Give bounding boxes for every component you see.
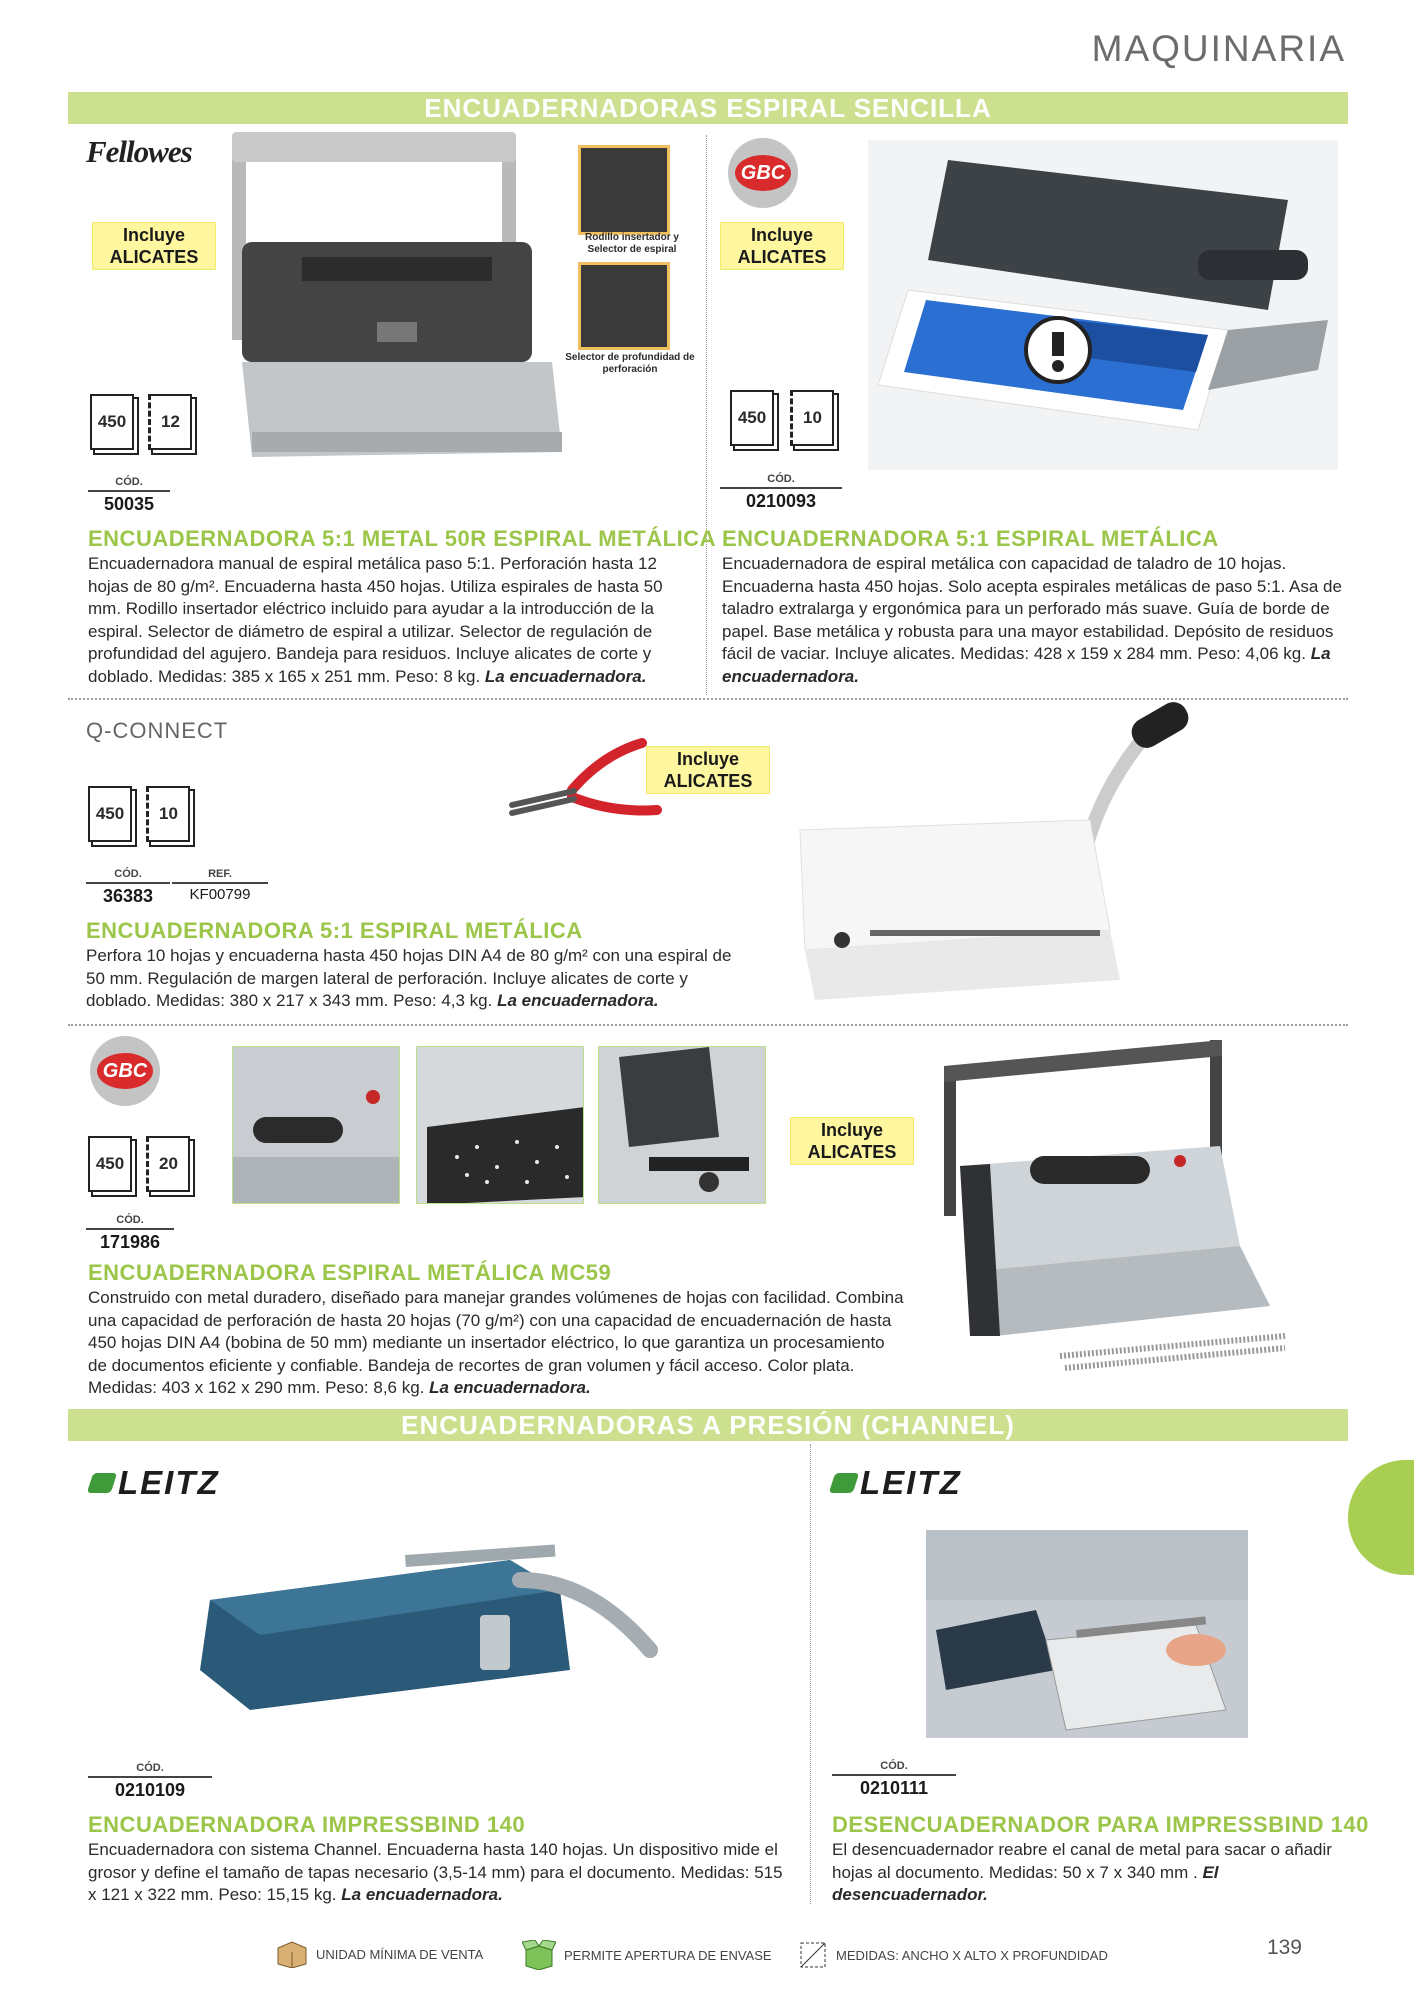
capacity-holes-icon: 10 (790, 390, 834, 446)
product-ref: KF00799 (172, 882, 268, 903)
includes-pliers-badge (720, 222, 844, 270)
code-label: CÓD. (114, 868, 142, 880)
badge-line2: ALICATES (663, 771, 753, 791)
sale-unit: La encuadernadora. (484, 666, 647, 686)
badge-line1: Incluye (820, 1120, 884, 1140)
column-divider (810, 1444, 811, 1904)
brand-logo-leitz (832, 1464, 962, 1502)
badge-line1: Incluye (122, 225, 186, 245)
description-text: Encuadernadora con sistema Channel. Encuaderna hasta 140 hojas. Un dispositivo mide el grosor y define el tamaño de tapas necesario (3,5-14 mm) para el documento. Medidas: 515 x 121 x 322 mm. Peso: 15,15 kg. (88, 1840, 783, 1904)
capacity-holes-icon: 10 (146, 786, 190, 842)
sale-unit: La encuadernadora. (341, 1885, 503, 1904)
includes-pliers-badge (790, 1117, 914, 1165)
page-number: 139 (1266, 1936, 1302, 1959)
leitz-text: LEITZ (860, 1464, 962, 1501)
description-text: Perfora 10 hojas y encuaderna hasta 450 hojas DIN A4 de 80 g/m² con una espiral de 50 mm. Regulación de margen lateral de perforación. Incluye alicates de corte y doblado. Medidas: 380 x 217 x 343 mm. Peso: 4,3 kg. (86, 946, 732, 1010)
product-code: 0210111 (832, 1774, 956, 1799)
product-code: 171986 (86, 1228, 174, 1253)
includes-pliers-badge (92, 222, 216, 270)
capacity-sheets-icon: 450 (90, 394, 134, 450)
product-title: ENCUADERNADORA IMPRESSBIND 140 (88, 1812, 526, 1837)
legend-dimensions (798, 1940, 1108, 1970)
product-title: DESENCUADERNADOR PARA IMPRESSBIND 140 (832, 1812, 1369, 1837)
gbc-text: GBC (735, 155, 791, 191)
detail-image-roller (578, 145, 670, 235)
capacity-sheets-icon: 450 (88, 1136, 132, 1192)
product-description (88, 1839, 788, 1907)
product-code-block (832, 1760, 956, 1799)
code-label: CÓD. (136, 1762, 164, 1774)
product-code: 36383 (86, 882, 170, 907)
product-description (88, 553, 688, 688)
product-code-block (86, 1214, 174, 1253)
legend-text: PERMITE APERTURA DE ENVASE (564, 1947, 772, 1963)
dimensions-icon (798, 1940, 828, 1970)
product-ref-block (172, 868, 268, 903)
column-divider (706, 135, 707, 695)
leitz-logo-icon (87, 1473, 117, 1493)
ref-label: REF. (208, 868, 232, 880)
product-image-gbc-mc59 (940, 1036, 1295, 1381)
brand-logo-fellowes: Fellowes (86, 134, 192, 169)
product-title: ENCUADERNADORA 5:1 ESPIRAL METÁLICA (86, 918, 583, 943)
product-code: 0210109 (88, 1776, 212, 1801)
detail-image-waste-tray (416, 1046, 584, 1204)
gbc-text: GBC (97, 1053, 153, 1089)
brand-logo-leitz (90, 1464, 220, 1502)
category-band-channel: ENCUADERNADORAS A PRESIÓN (CHANNEL) (68, 1409, 1348, 1441)
product-title: ENCUADERNADORA 5:1 METAL 50R ESPIRAL METÁLICA (88, 526, 716, 551)
sale-unit: La encuadernadora. (722, 644, 1331, 686)
product-code-block (88, 1762, 212, 1801)
leitz-text: LEITZ (118, 1464, 220, 1501)
open-box-icon (522, 1940, 556, 1970)
box-icon (276, 1940, 308, 1968)
badge-line2: ALICATES (807, 1142, 897, 1162)
sale-unit: La encuadernadora. (497, 991, 659, 1010)
sale-unit: El desencuadernador. (832, 1862, 1219, 1904)
code-label: CÓD. (767, 473, 795, 485)
capacity-holes-icon: 20 (146, 1136, 190, 1192)
side-tab-marker (1348, 1460, 1414, 1575)
callout-roller: Rodillo insertador y Selector de espiral (585, 232, 679, 255)
product-image-impressbind (190, 1540, 660, 1720)
product-code: 0210093 (720, 487, 842, 512)
legend-text: MEDIDAS: ANCHO X ALTO X PROFUNDIDAD (836, 1947, 1108, 1963)
product-title: ENCUADERNADORA 5:1 ESPIRAL METÁLICA (722, 526, 1219, 551)
product-image-unbinder (926, 1530, 1248, 1738)
product-code-block (86, 868, 170, 907)
code-label: CÓD. (880, 1760, 908, 1772)
detail-image-insert-roller (232, 1046, 400, 1204)
product-code-block (88, 476, 170, 515)
detail-image-depth-selector (578, 262, 670, 350)
product-image-gbc-binder (868, 140, 1338, 470)
product-code: 50035 (88, 490, 170, 515)
description-text: Encuadernadora de espiral metálica con capacidad de taladro de 10 hojas. Encuaderna hasta 450 hojas. Solo acepta espirales metálicas de paso 5:1. Asa de taladro extralarga y ergonómica para un perforado más suave. Guía de borde de papel. Base metálica y robusta para una mayor estabilidad. Depósito de residuos fácil de vaciar. Incluye alicates. Medidas: 428 x 159 x 284 mm. Peso: 4,06 kg. (722, 554, 1342, 663)
sale-unit: La encuadernadora. (429, 1378, 591, 1397)
product-image-fellowes-binder (222, 132, 582, 462)
category-band-spiral: ENCUADERNADORAS ESPIRAL SENCILLA (68, 92, 1348, 124)
legend-text: UNIDAD MÍNIMA DE VENTA (316, 1946, 484, 1962)
code-label: CÓD. (116, 1214, 144, 1226)
description-text: Construido con metal duradero, diseñado para manejar grandes volúmenes de hojas con facilidad. Combina una capacidad de perforación de hasta 20 hojas (70 g/m²) con una capacidad de encuadernación de hasta 450 hojas DIN A4 (bobina de 50 mm) mediante un insertador eléctrico, lo que garantiza un procesamiento de documentos eficiente y confiable. Bandeja de recortes de gran volumen y fácil acceso. Color plata. Medidas: 403 x 162 x 290 mm. Peso: 8,6 kg. (88, 1288, 904, 1397)
badge-line2: ALICATES (109, 247, 199, 267)
product-description (88, 1287, 908, 1400)
brand-logo-gbc (90, 1036, 160, 1106)
section-title: MAQUINARIA (1091, 28, 1346, 69)
leitz-logo-icon (829, 1473, 859, 1493)
capacity-holes-icon: 12 (148, 394, 192, 450)
code-label: CÓD. (115, 476, 143, 488)
product-title: ENCUADERNADORA ESPIRAL METÁLICA MC59 (88, 1260, 612, 1285)
legend-min-unit (276, 1940, 483, 1968)
row-divider (68, 1024, 1348, 1026)
detail-image-handle (598, 1046, 766, 1204)
capacity-sheets-icon: 450 (88, 786, 132, 842)
description-text: El desencuadernador reabre el canal de metal para sacar o añadir hojas al documento. Medidas: 50 x 7 x 340 mm . (832, 1840, 1332, 1882)
product-description (86, 945, 746, 1013)
description-text: Encuadernadora manual de espiral metálica paso 5:1. Perforación hasta 12 hojas de 80 g/m². Encuaderna hasta 450 hojas. Utiliza espirales de hasta 50 mm. Rodillo insertador eléctrico incluido para ayudar a la introducción de la espiral. Selector de diámetro de espiral a utilizar. Selector de regulación de profundidad del agujero. Bandeja para residuos. Incluye alicates de corte y doblado. Medidas: 385 x 165 x 251 mm. Peso: 8 kg. (88, 554, 663, 686)
product-image-qconnect-binder (790, 700, 1210, 1020)
brand-logo-qconnect: Q-CONNECT (86, 718, 229, 743)
capacity-sheets-icon: 450 (730, 390, 774, 446)
legend-open-package (522, 1940, 772, 1970)
product-description (832, 1839, 1352, 1907)
includes-pliers-badge (646, 746, 770, 794)
callout-depth-selector: Selector de profundidad de perforación (565, 352, 695, 375)
product-description (722, 553, 1352, 688)
badge-line1: Incluye (750, 225, 814, 245)
badge-line1: Incluye (676, 749, 740, 769)
product-code-block (720, 473, 842, 512)
badge-line2: ALICATES (737, 247, 827, 267)
brand-logo-gbc (728, 138, 798, 208)
pliers-image (502, 735, 662, 845)
